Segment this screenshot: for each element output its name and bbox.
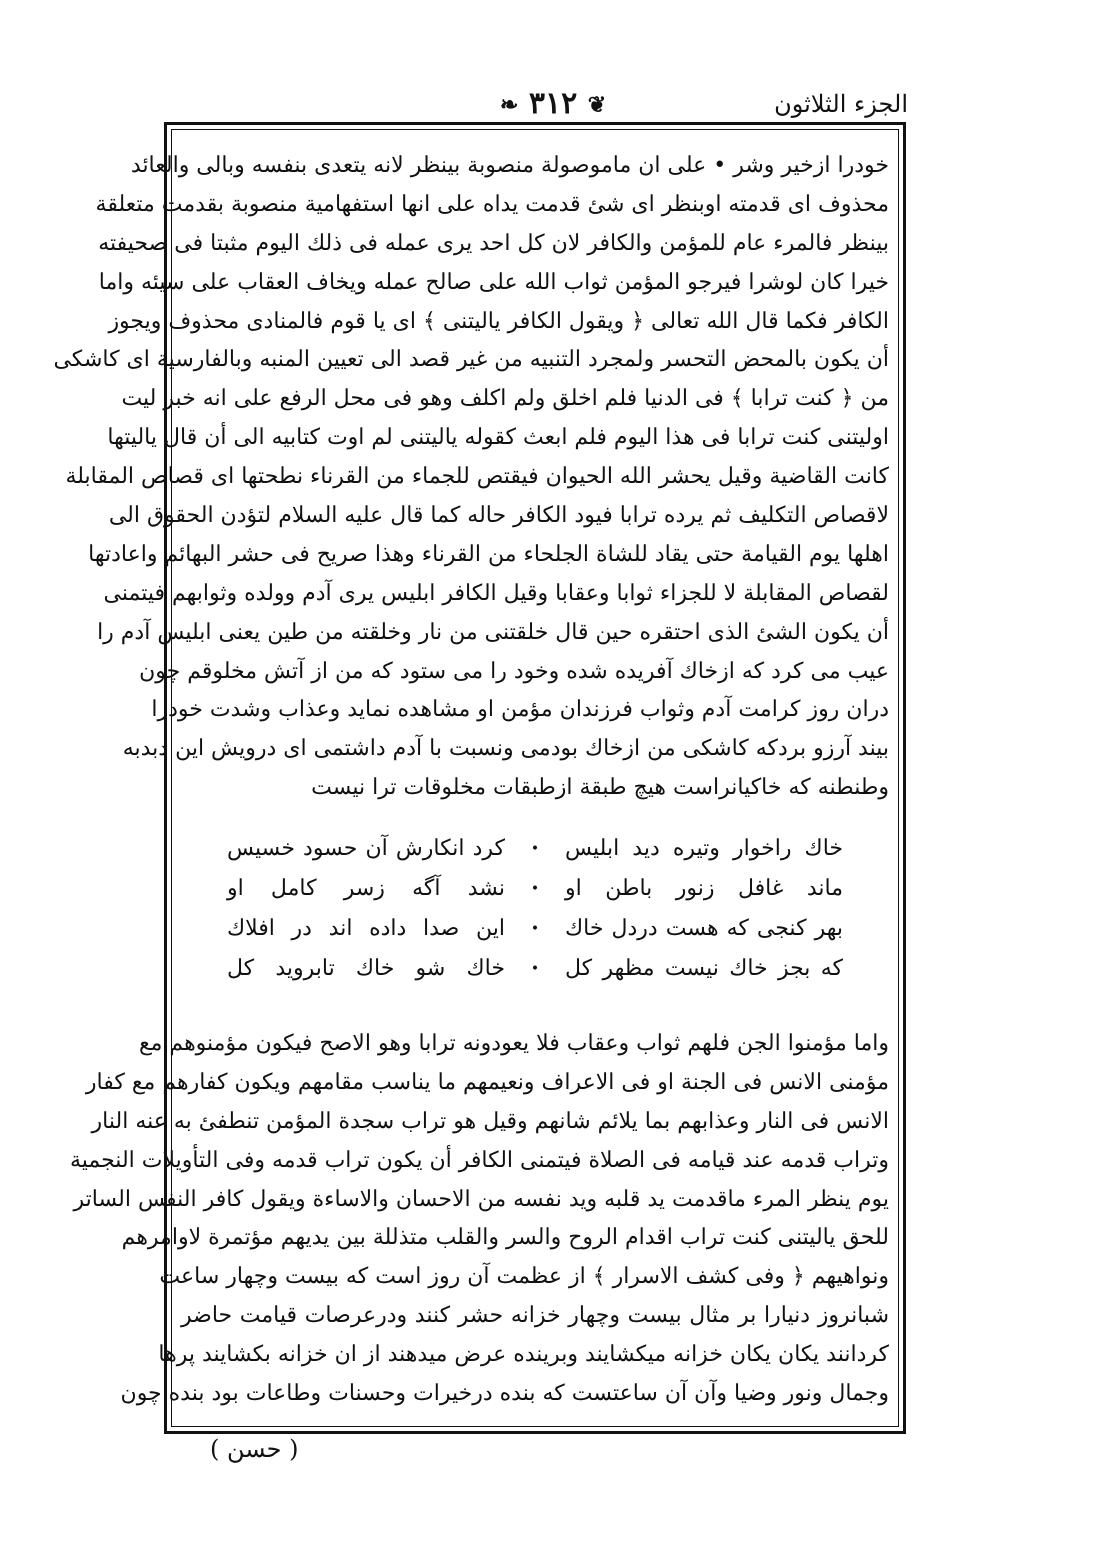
text-line: اهلها يوم القيامة حتى يقاد للشاة الجلحاء من القرناء وهذا صريح فى حشر البهائم واعادتها — [88, 541, 889, 567]
text-line: من ﴿ كنت ترابا ﴾ فى الدنيا فلم اخلق ولم اكلف وهو فى محل الرفع على انه خبر ليت — [121, 386, 889, 412]
poem-couplet — [227, 909, 843, 949]
poem-hemistich-first: بهر كنجى كه هست دردل خاك — [565, 916, 843, 941]
text-line: كردانند يكان يكان خزانه ميكشايند وبرينده عرض ميدهند از ان خزانه بكشايند پرها — [158, 1342, 889, 1368]
poem-hemistich-first: خاك راخوار وتيره ديد ابليس — [565, 836, 843, 861]
text-line: أن يكون بالمحض التحسر ولمجرد التنبيه من غير قصد الى تعيين المنبه وبالفارسية اى كاشكى — [53, 347, 889, 373]
text-line: ونواهيهم ﴿ وفى كشف الاسرار ﴾ از عظمت آن روز است كه بيست وچهار ساعت — [159, 1264, 889, 1290]
text-line: وجمال ونور وضيا وآن آن ساعتست كه بنده درخيرات وحسنات وطاعات بود بنده چون — [120, 1381, 889, 1407]
poem-hemistich-first: ماند غافل زنور باطن او — [565, 876, 843, 901]
poem-couplet — [227, 869, 843, 909]
text-line: كانت القاضية وقيل يحشر الله الحيوان فيقتص للجماء من القرناء نطحتها اى قصاص المقابلة — [65, 464, 889, 490]
text-line: عيب مى كرد كه ازخاك آفريده شده وخود را مى ستود كه من از آتش مخلوقم چون — [139, 658, 889, 684]
text-line: مؤمنى الانس فى الجنة او فى الاعراف ونعيمهم ما يناسب مقامهم ويكون كفارهم مع كفار — [85, 1069, 889, 1095]
text-line: لقصاص المقابلة لا للجزاء ثوابا وعقابا وقيل الكافر ابليس يرى آدم وولده وثوابهم فيتمنى — [103, 580, 889, 606]
poem-hemistich-first: كه بجز خاك نيست مظهر كل — [565, 956, 843, 981]
page-header — [170, 86, 920, 126]
text-frame — [53, 122, 906, 1434]
poem-separator: • — [530, 881, 540, 897]
text-line: دران روز كرامت آدم وثواب فرزندان مؤمن او مشاهده نمايد وعذاب وشدت خودرا — [151, 697, 889, 723]
poem-hemistich-second: نشد آگه زسر كامل او — [227, 876, 505, 901]
text-line: وتراب قدمه عند قيامه فى الصلاة فيتمنى الكافر أن يكون تراب قدمه وفى التأويلات النجمية — [69, 1147, 889, 1173]
text-line: محذوف اى قدمته اوبنظر اى شئ قدمت يداه على انها استفهامية منصوبة بقدمت متعلقة — [95, 191, 889, 217]
poem — [227, 829, 843, 989]
text-line: خودرا ازخير وشر • على ان ماموصولة منصوبة بينظر لانه يتعدى بنفسه وبالى والعائد — [130, 153, 889, 178]
text-line: شبانروز دنيارا بر مثال بيست وچهار خزانه حشر كنند ودرعرصات قيامت حاضر — [181, 1303, 889, 1329]
page-number-block — [500, 86, 606, 121]
catchword: ( حسن ) — [210, 1435, 299, 1463]
text-line: اوليتنى كنت ترابا فى هذا اليوم فلم ابعث كقوله ياليتنى لم اوت كتابيه الى أن قال ياليتها — [107, 425, 889, 451]
poem-hemistich-second: اين صدا داده اند در افلاك — [227, 916, 505, 941]
text-line: أن يكون الشئ الذى احتقره حين قال خلقتنى من نار وخلقته من طين يعنى ابليس آدم را — [97, 619, 889, 645]
poem-separator: • — [530, 961, 540, 977]
juz-label: الجزء الثلاثون — [774, 90, 908, 118]
poem-couplet — [227, 829, 843, 869]
poem-separator: • — [530, 841, 540, 857]
text-line: للحق ياليتنى كنت تراب اقدام الروح والسر والقلب متذللة بين يديهم مؤتمرة لاوامرهم — [121, 1225, 889, 1251]
paragraph-1 — [53, 147, 889, 808]
poem-separator: • — [530, 921, 540, 937]
poem-hemistich-second: خاك شو خاك تابرويد كل — [227, 956, 505, 981]
text-line: الكافر فكما قال الله تعالى ﴿ ويقول الكافر ياليتنى ﴾ اى يا قوم فالمنادى محذوف ويجوز — [108, 308, 889, 334]
paragraph-2 — [69, 1025, 889, 1414]
ornament-right-icon: ❧ — [500, 92, 519, 118]
text-line: يوم ينظر المرء ماقدمت يد قلبه ويد نفسه من الاحسان والاساءة ويقول كافر النفس الساتر — [73, 1186, 889, 1212]
poem-couplet — [227, 949, 843, 989]
text-line: خيرا كان لوشرا فيرجو المؤمن ثواب الله على صالح عمله ويخاف العقاب على سيئه واما — [98, 269, 889, 295]
page-number: ٣١٢ — [528, 86, 578, 121]
text-line: واما مؤمنوا الجن فلهم ثواب وعقاب فلا يعودونه ترابا وهو الاصح فيكون مؤمنوهم مع — [138, 1031, 889, 1056]
text-line: وطنطنه كه خاكيانراست هيچ طبقة ازطبقات مخلوقات ترا نيست — [311, 775, 889, 801]
poem-hemistich-second: كرد انكارش آن حسود خسيس — [227, 836, 505, 861]
text-line: بينظر فالمرء عام للمؤمن والكافر لان كل احد يرى عمله فى ذلك اليوم مثبتا فى صحيفته — [98, 230, 889, 256]
ornament-left-icon: ❦ — [587, 92, 607, 118]
text-line: الانس فى النار وعذابهم بما يلائم شانهم وقيل هو تراب سجدة المؤمن تنطفئ به عنه النار — [91, 1108, 889, 1134]
text-line: بيند آرزو بردكه كاشكى من ازخاك بودمى ونسبت با آدم داشتمى اى درويش اين دبدبه — [122, 736, 889, 762]
text-line: لاقصاص التكليف ثم يرده ترابا فيود الكافر حاله كما قال عليه السلام لتؤدن الحقوق الى — [108, 503, 889, 529]
